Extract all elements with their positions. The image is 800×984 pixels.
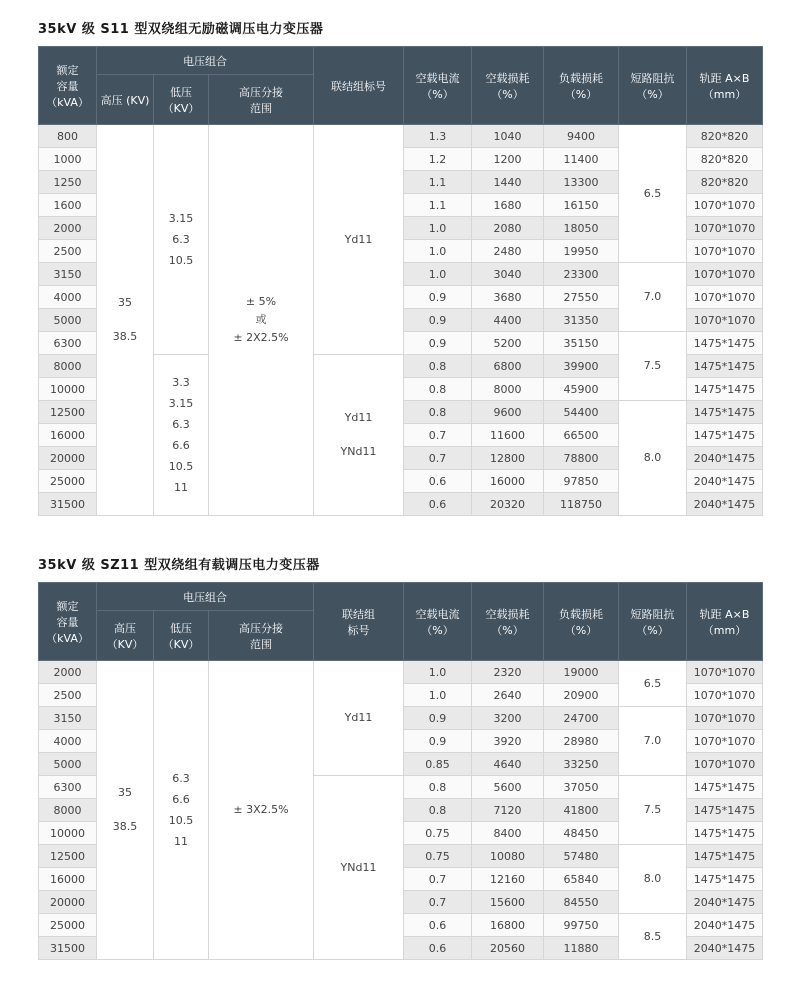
table-header [39,583,763,661]
no-load-loss-cell: 5600 [472,776,544,799]
impedance-value-line: 6.5 [643,186,662,200]
header-line: （%） [564,623,598,637]
table-title: 35kV 级 S11 型双绕组无励磁调压电力变压器 [38,22,324,37]
col-no-load-loss [472,583,544,661]
load-loss-cell: 48450 [544,822,619,845]
no-load-current-cell: 1.1 [404,194,472,217]
gauge-cell: 820*820 [687,125,763,148]
impedance-value-line: 8.0 [643,451,662,464]
load-loss-cell: 31350 [544,309,619,332]
load-loss-cell: 66500 [544,424,619,447]
no-load-loss-cell: 7120 [472,799,544,822]
lv-value-line: 6.6 [172,793,190,806]
header-line: （mm） [702,87,747,101]
impedance-value-line: 7.0 [643,290,662,303]
tap-cell [209,661,314,960]
capacity-cell: 10000 [39,378,97,401]
no-load-current-cell: 0.9 [404,332,472,355]
gauge-cell: 1070*1070 [687,707,763,730]
gauge-cell: 1475*1475 [687,845,763,868]
no-load-current-cell: 1.0 [404,684,472,707]
spec-table [38,46,763,516]
header-line: 额定 [56,63,79,77]
col-connection [314,583,404,661]
no-load-current-cell: 0.6 [404,937,472,960]
capacity-cell: 4000 [39,286,97,309]
impedance-cell [619,776,687,845]
col-no-load-current [404,583,472,661]
col-hv [97,75,154,125]
impedance-value-line: 6.5 [643,676,662,690]
lv-value-line: 10.5 [168,814,194,827]
header-line: 范围 [250,637,272,651]
lv-value-line: 6.3 [172,772,190,785]
capacity-cell: 5000 [39,309,97,332]
header-line: （kVA） [46,95,89,109]
lv-value-line: 3.15 [168,212,194,225]
no-load-current-cell: 0.7 [404,868,472,891]
header-line: （mm） [702,623,747,637]
header-line: （kVA） [46,631,89,645]
capacity-cell: 8000 [39,355,97,378]
lv-value-line: 11 [174,481,188,494]
tap-cell [209,125,314,516]
col-tap-range [209,611,314,661]
no-load-current-cell: 0.6 [404,470,472,493]
header-line: （%） [491,623,524,637]
load-loss-cell: 13300 [544,171,619,194]
capacity-cell: 2500 [39,240,97,263]
conn-value-line: Yd11 [344,711,373,724]
header-line: 容量 [56,615,79,629]
gauge-cell: 1070*1070 [687,753,763,776]
header-line: 额定 [56,599,79,613]
header-line: 高压分接 [239,621,283,635]
header-line: （KV） [162,637,200,651]
no-load-current-cell: 1.0 [404,217,472,240]
load-loss-cell: 45900 [544,378,619,401]
header-line: 空载电流 [415,71,460,85]
no-load-current-cell: 0.7 [404,424,472,447]
no-load-loss-cell: 6800 [472,355,544,378]
lv-cell [154,661,209,960]
capacity-cell: 1250 [39,171,97,194]
gauge-cell: 2040*1475 [687,470,763,493]
capacity-cell: 31500 [39,937,97,960]
no-load-loss-cell: 1040 [472,125,544,148]
gauge-cell: 1070*1070 [687,286,763,309]
no-load-loss-cell: 16000 [472,470,544,493]
no-load-current-cell: 0.75 [404,845,472,868]
no-load-loss-cell: 11600 [472,424,544,447]
impedance-cell [619,263,687,332]
conn-cell [314,355,404,516]
hv-value-line: 35 [118,786,132,799]
load-loss-cell: 35150 [544,332,619,355]
header-line: 电压组合 [183,54,227,68]
no-load-current-cell: 0.6 [404,914,472,937]
spec-section [38,554,762,960]
table-body [39,661,763,960]
gauge-cell: 1070*1070 [687,661,763,684]
gauge-cell: 2040*1475 [687,914,763,937]
no-load-current-cell: 1.0 [404,661,472,684]
gauge-cell: 2040*1475 [687,447,763,470]
gauge-cell: 2040*1475 [687,493,763,516]
header-line: 轨距 A×B [699,71,750,85]
header-line: 联结组 [342,607,376,621]
gauge-cell: 1475*1475 [687,332,763,355]
header-line: 短路阻抗 [630,607,675,621]
header-line: 低压 [170,85,192,99]
conn-value-line: Yd11 [344,411,373,424]
capacity-cell: 8000 [39,799,97,822]
col-lv [154,611,209,661]
lv-value-line: 6.6 [172,439,190,452]
capacity-cell: 16000 [39,868,97,891]
header-line: 短路阻抗 [630,71,675,85]
impedance-cell [619,125,687,263]
no-load-loss-cell: 1680 [472,194,544,217]
no-load-loss-cell: 20320 [472,493,544,516]
load-loss-cell: 37050 [544,776,619,799]
lv-cell [154,125,209,355]
conn-value-line: YNd11 [340,445,377,458]
impedance-cell [619,914,687,960]
no-load-current-cell: 1.0 [404,240,472,263]
hv-cell [97,125,154,516]
gauge-cell: 1070*1070 [687,194,763,217]
capacity-cell: 10000 [39,822,97,845]
no-load-loss-cell: 8400 [472,822,544,845]
col-tap-range [209,75,314,125]
conn-cell [314,776,404,960]
no-load-current-cell: 0.8 [404,776,472,799]
no-load-loss-cell: 4400 [472,309,544,332]
load-loss-cell: 16150 [544,194,619,217]
header-line: 高压 [114,621,136,635]
gauge-cell: 1475*1475 [687,868,763,891]
no-load-current-cell: 0.7 [404,891,472,914]
table-row [39,125,763,148]
tap-value-line: ± 2X2.5% [233,331,289,344]
no-load-current-cell: 0.8 [404,401,472,424]
gauge-cell: 1070*1070 [687,684,763,707]
col-lv [154,75,209,125]
gauge-cell: 1475*1475 [687,776,763,799]
col-capacity [39,583,97,661]
header-line: 负载损耗 [559,71,604,85]
col-voltage-combo [97,583,314,611]
hv-value-line: 35 [118,296,132,309]
no-load-current-cell: 1.2 [404,148,472,171]
header-line: 范围 [250,101,272,115]
capacity-cell: 1000 [39,148,97,171]
load-loss-cell: 20900 [544,684,619,707]
load-loss-cell: 11880 [544,937,619,960]
header-line: 低压 [170,621,192,635]
load-loss-cell: 23300 [544,263,619,286]
load-loss-cell: 99750 [544,914,619,937]
load-loss-cell: 18050 [544,217,619,240]
gauge-cell: 1070*1070 [687,309,763,332]
lv-value-line: 6.3 [172,418,190,431]
col-load-loss [544,583,619,661]
col-no-load-current [404,47,472,125]
gauge-cell: 1070*1070 [687,263,763,286]
lv-value-line: 10.5 [168,254,194,267]
col-no-load-loss [472,47,544,125]
header-line: （%） [421,87,454,101]
hv-value-line: 38.5 [112,330,138,343]
no-load-loss-cell: 16800 [472,914,544,937]
header-line: 联结组标号 [331,79,387,93]
load-loss-cell: 27550 [544,286,619,309]
no-load-current-cell: 0.9 [404,286,472,309]
capacity-cell: 2000 [39,661,97,684]
gauge-cell: 1070*1070 [687,730,763,753]
no-load-loss-cell: 15600 [472,891,544,914]
no-load-current-cell: 1.3 [404,125,472,148]
no-load-loss-cell: 3680 [472,286,544,309]
header-row [39,583,763,611]
table-header [39,47,763,125]
col-hv [97,611,154,661]
no-load-loss-cell: 4640 [472,753,544,776]
header-line: （%） [491,87,524,101]
load-loss-cell: 65840 [544,868,619,891]
load-loss-cell: 41800 [544,799,619,822]
col-load-loss [544,47,619,125]
load-loss-cell: 24700 [544,707,619,730]
no-load-current-cell: 0.9 [404,309,472,332]
conn-value-line: YNd11 [340,860,377,874]
conn-cell [314,661,404,776]
no-load-current-cell: 0.9 [404,707,472,730]
capacity-cell: 25000 [39,914,97,937]
header-line: 高压 (KV) [100,93,150,107]
col-gauge [687,47,763,125]
header-row [39,47,763,75]
impedance-cell [619,845,687,914]
no-load-current-cell: 0.8 [404,799,472,822]
load-loss-cell: 78800 [544,447,619,470]
no-load-current-cell: 0.85 [404,753,472,776]
no-load-loss-cell: 2320 [472,661,544,684]
header-line: 电压组合 [183,590,227,604]
impedance-value-line: 7.5 [643,803,662,816]
header-line: （%） [636,87,669,101]
capacity-cell: 800 [39,125,97,148]
header-line: 负载损耗 [559,607,604,621]
impedance-cell [619,661,687,707]
load-loss-cell: 28980 [544,730,619,753]
gauge-cell: 820*820 [687,148,763,171]
gauge-cell: 1475*1475 [687,355,763,378]
capacity-cell: 3150 [39,263,97,286]
tap-value-line: 或 [255,313,267,326]
capacity-cell: 3150 [39,707,97,730]
capacity-cell: 20000 [39,447,97,470]
lv-value-line: 10.5 [168,460,194,473]
no-load-loss-cell: 2640 [472,684,544,707]
capacity-cell: 31500 [39,493,97,516]
no-load-current-cell: 0.75 [404,822,472,845]
capacity-cell: 20000 [39,891,97,914]
load-loss-cell: 84550 [544,891,619,914]
table-title: 35kV 级 SZ11 型双绕组有载调压电力变压器 [38,558,320,573]
load-loss-cell: 19950 [544,240,619,263]
no-load-loss-cell: 8000 [472,378,544,401]
header-line: 容量 [56,79,79,93]
header-line: 空载损耗 [485,71,530,85]
gauge-cell: 820*820 [687,171,763,194]
capacity-cell: 2000 [39,217,97,240]
lv-value-line: 3.15 [168,397,194,410]
header-line: 高压分接 [239,85,283,99]
no-load-current-cell: 1.1 [404,171,472,194]
capacity-cell: 6300 [39,332,97,355]
col-connection [314,47,404,125]
impedance-value-line: 8.5 [643,929,662,943]
no-load-current-cell: 1.0 [404,263,472,286]
no-load-current-cell: 0.8 [404,378,472,401]
no-load-loss-cell: 5200 [472,332,544,355]
no-load-loss-cell: 3040 [472,263,544,286]
tables-container [38,18,762,960]
header-line: 空载电流 [415,607,460,621]
no-load-loss-cell: 2480 [472,240,544,263]
gauge-cell: 1475*1475 [687,424,763,447]
col-voltage-combo [97,47,314,75]
gauge-cell: 1475*1475 [687,378,763,401]
no-load-current-cell: 0.9 [404,730,472,753]
header-line: （KV） [106,637,144,651]
capacity-cell: 12500 [39,401,97,424]
no-load-current-cell: 0.7 [404,447,472,470]
impedance-cell [619,401,687,516]
no-load-current-cell: 0.6 [404,493,472,516]
lv-value-line: 3.3 [172,376,190,389]
header-line: 空载损耗 [485,607,530,621]
header-line: （%） [421,623,454,637]
header-line: 轨距 A×B [699,607,750,621]
capacity-cell: 2500 [39,684,97,707]
load-loss-cell: 57480 [544,845,619,868]
header-line: （%） [564,87,598,101]
impedance-cell [619,707,687,776]
no-load-loss-cell: 1200 [472,148,544,171]
capacity-cell: 12500 [39,845,97,868]
load-loss-cell: 97850 [544,470,619,493]
col-capacity [39,47,97,125]
lv-cell [154,355,209,516]
no-load-loss-cell: 12160 [472,868,544,891]
header-line: （KV） [162,101,200,115]
impedance-value-line: 7.5 [643,359,662,372]
header-line: 标号 [347,623,370,637]
no-load-loss-cell: 20560 [472,937,544,960]
load-loss-cell: 118750 [544,493,619,516]
load-loss-cell: 39900 [544,355,619,378]
col-gauge [687,583,763,661]
lv-value-line: 11 [174,835,188,848]
table-body [39,125,763,516]
no-load-loss-cell: 10080 [472,845,544,868]
no-load-loss-cell: 2080 [472,217,544,240]
gauge-cell: 1475*1475 [687,799,763,822]
capacity-cell: 6300 [39,776,97,799]
gauge-cell: 1070*1070 [687,240,763,263]
capacity-cell: 4000 [39,730,97,753]
load-loss-cell: 33250 [544,753,619,776]
capacity-cell: 25000 [39,470,97,493]
capacity-cell: 16000 [39,424,97,447]
gauge-cell: 1070*1070 [687,217,763,240]
gauge-cell: 1475*1475 [687,822,763,845]
load-loss-cell: 19000 [544,661,619,684]
no-load-current-cell: 0.8 [404,355,472,378]
impedance-value-line: 8.0 [643,872,662,885]
load-loss-cell: 54400 [544,401,619,424]
load-loss-cell: 11400 [544,148,619,171]
conn-cell [314,125,404,355]
gauge-cell: 2040*1475 [687,937,763,960]
hv-value-line: 38.5 [112,820,138,833]
load-loss-cell: 9400 [544,125,619,148]
conn-value-line: Yd11 [344,232,373,246]
tap-value-line: ± 5% [245,295,277,308]
no-load-loss-cell: 1440 [472,171,544,194]
spec-table [38,582,763,960]
gauge-cell: 1475*1475 [687,401,763,424]
col-impedance [619,583,687,661]
hv-cell [97,661,154,960]
spec-section [38,18,762,516]
no-load-loss-cell: 3200 [472,707,544,730]
gauge-cell: 2040*1475 [687,891,763,914]
capacity-cell: 5000 [39,753,97,776]
table-row [39,661,763,684]
lv-value-line: 6.3 [172,233,190,246]
tap-value-line: ± 3X2.5% [233,803,289,816]
no-load-loss-cell: 12800 [472,447,544,470]
col-impedance [619,47,687,125]
impedance-value-line: 7.0 [643,734,662,747]
capacity-cell: 1600 [39,194,97,217]
header-line: （%） [636,623,669,637]
impedance-cell [619,332,687,401]
no-load-loss-cell: 9600 [472,401,544,424]
no-load-loss-cell: 3920 [472,730,544,753]
